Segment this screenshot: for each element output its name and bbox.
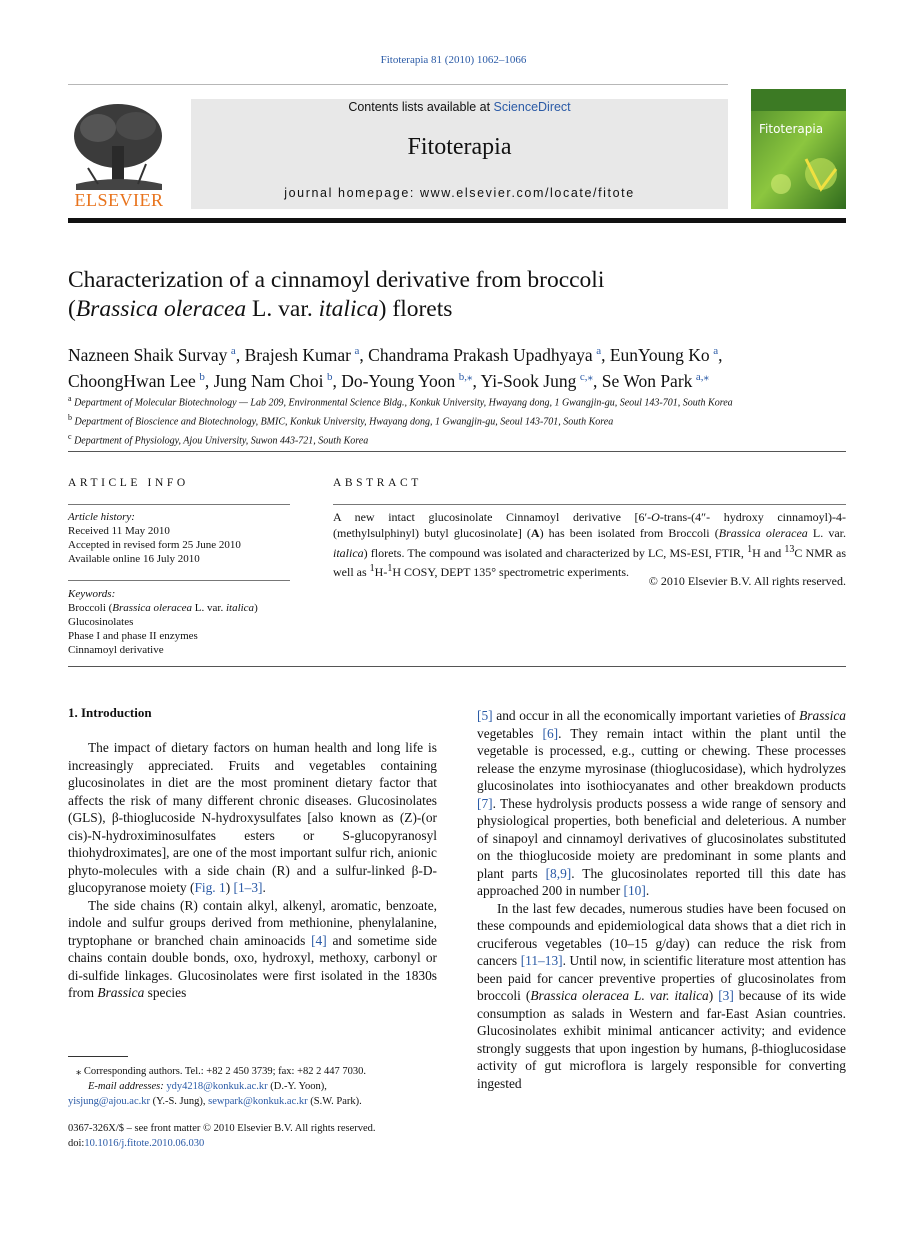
abstract-variety: italica (333, 545, 364, 560)
email-line (68, 1094, 437, 1109)
doi-label: doi: (68, 1137, 85, 1149)
abstract-part: H and (752, 545, 785, 560)
paragraph-text: . (262, 880, 266, 895)
keyword (68, 601, 290, 615)
keyword: Cinnamoyl derivative (68, 644, 164, 656)
email-owner: (Y.-S. Jung), (150, 1096, 209, 1107)
divider (68, 451, 846, 452)
title-florets: ) florets (378, 296, 453, 322)
abstract-part: H COSY, DEPT 135° spectrometric experiments. (392, 565, 629, 580)
title-var: L. var. (246, 296, 319, 322)
compound-label: A (530, 525, 540, 540)
reference-link[interactable]: [6] (542, 725, 559, 741)
keyword: Glucosinolates (68, 616, 134, 628)
paragraph-text: . They remain intact within the plant until the vegetable is processed, e.g., cutting or chewing. These processes release the enzyme myrosinase (thioglucosidase), which hydrolyzes glucosinolates into isothiocyanates and other breakdown products (477, 725, 847, 793)
author-affiliation-mark[interactable]: c,⁎ (579, 370, 594, 383)
reference-link[interactable]: [8,9] (545, 865, 572, 881)
abstract-part: -trans-(4″- hydroxy cinnamoyl)-4-(methylsulphinyl) butyl glucosinolate] ( (333, 510, 846, 540)
abstract-part: C NMR as well as (333, 545, 847, 580)
author[interactable]: Yi-Sook Jung (480, 370, 577, 391)
author-line-2 (68, 366, 848, 392)
keyword: Phase I and phase II enzymes (68, 630, 198, 642)
reference-link[interactable]: [4] (311, 932, 327, 948)
affiliation (68, 411, 848, 430)
author-affiliation-mark[interactable]: a (596, 345, 602, 357)
abstract-heading: ABSTRACT (333, 477, 422, 489)
header-rule (68, 218, 846, 223)
article-history (68, 510, 290, 566)
author-affiliation-mark[interactable]: b (326, 370, 333, 383)
reference-link[interactable]: [10] (623, 883, 646, 898)
journal-homepage-link[interactable]: journal homepage: www.elsevier.com/locate/fitote (284, 186, 635, 200)
genus-name: Brassica (97, 985, 145, 1000)
superscript: 1 (747, 543, 753, 555)
issn-line: 0367-326X/$ – see front matter © 2010 Elsevier B.V. All rights reserved. (68, 1123, 376, 1134)
author-affiliation-mark[interactable]: b,⁎ (458, 370, 473, 383)
author-separator: , (235, 344, 245, 365)
author[interactable]: ChoongHwan Lee (68, 370, 196, 391)
paragraph-text: . Until now, in scientific literature most attention has been paid for cancer preventive properties of glucosinolates from broccoli ( (477, 953, 846, 1003)
affiliations (68, 392, 848, 448)
author-affiliation-mark[interactable]: a (230, 345, 236, 357)
title-species: Brassica oleracea (75, 296, 247, 322)
author-separator: , (601, 344, 610, 365)
author-separator: , (593, 370, 602, 391)
keyword-species: Brassica oleracea (112, 602, 193, 614)
email-line (68, 1079, 437, 1094)
affiliation (68, 392, 848, 411)
affiliation-mark: b (68, 412, 72, 422)
affiliation-mark: a (68, 394, 72, 403)
keyword-var: L. var. (192, 602, 226, 614)
author[interactable]: Chandrama Prakash Upadhyaya (368, 344, 593, 365)
paragraph-text: vegetables (477, 725, 543, 741)
body-column-right (477, 707, 846, 1092)
abstract-part: L. var. (807, 525, 846, 540)
paragraph-text: . (645, 883, 650, 898)
title-paren-open: ( (68, 296, 76, 322)
figure-link[interactable]: Fig. 1 (194, 880, 226, 895)
paragraph (477, 900, 846, 1093)
received-date: Received 11 May 2010 (68, 525, 170, 537)
svg-text:ELSEVIER: ELSEVIER (74, 190, 164, 210)
abstract-part: O (651, 510, 660, 524)
email-owner: (S.W. Park). (307, 1096, 362, 1107)
reference-link[interactable]: [3] (718, 988, 734, 1003)
reference-link[interactable]: [5] (477, 708, 493, 723)
paragraph-text: because of its wide consumption as salads in Western and far-East Asian countries. Glucosinolates exhibit minimal anticancer activity; and evidence strongly suggests that upon ingestion by humans, β-thioglucosidase activity of gut microflora is largely responsible for converting ingested (477, 988, 846, 1091)
abstract-part: ) has been isolated from Broccoli ( (539, 525, 719, 540)
author-separator: , (718, 344, 723, 365)
author-affiliation-mark[interactable]: a (713, 345, 719, 357)
divider (68, 666, 846, 667)
reference-link[interactable]: [11–13] (520, 953, 563, 968)
history-label: Article history: (68, 511, 135, 523)
author-line-1 (68, 340, 848, 366)
keyword-text: Broccoli ( (68, 602, 113, 614)
superscript: 13 (784, 543, 795, 555)
divider (333, 504, 846, 505)
author-affiliation-mark[interactable]: a (354, 345, 360, 357)
paragraph-text: species (144, 985, 187, 1000)
contents-prefix: Contents lists available at (348, 100, 494, 114)
revised-date: Accepted in revised form 25 June 2010 (68, 539, 241, 551)
affiliation-text: Department of Molecular Biotechnology — Lab 209, Environmental Science Bldg., Konkuk University, Hwayang dong, 1 Gwangjin-gu, Seoul 143-701, South Korea (74, 397, 733, 409)
corresponding-footnote (68, 1064, 437, 1109)
affiliation-text: Department of Physiology, Ajou University, Suwon 443-721, South Korea (74, 434, 369, 446)
paragraph-text: In the last few decades, numerous studies have been focused on these compounds and epidemiological data shows that a diet rich in cruciferous vegetables (10–15 g/day) can reduce the risk from cancers (477, 900, 846, 968)
body-column-left (68, 739, 437, 1002)
paragraph-text: . The glucosinolates reported till this date has approached 200 in number (477, 865, 847, 898)
paragraph-text: ) (708, 988, 719, 1003)
paragraph (68, 739, 437, 897)
author-affiliation-mark[interactable]: a,⁎ (695, 370, 710, 383)
reference-link[interactable]: [7] (477, 795, 493, 811)
paragraph-text: and sometime side chains contain double bonds, oxo, hydroxyl, methoxy, carbonyl or di-sulfide linkages. Glucosinolates were first isolated in the 1830s from (68, 932, 437, 1000)
genus-name: Brassica (799, 708, 846, 723)
paragraph (477, 707, 846, 900)
author[interactable]: Nazneen Shaik Survay (68, 344, 228, 365)
author-list (68, 340, 848, 392)
abstract-text (333, 510, 846, 581)
front-matter (68, 1122, 437, 1151)
article-info-heading: ARTICLE INFO (68, 477, 189, 489)
species-name: Brassica oleracea L. var. italica (530, 988, 709, 1003)
abstract-part: A new intact glucosinolate Cinnamoyl derivative [6′- (333, 510, 652, 524)
keywords (68, 587, 290, 657)
paragraph-text: and occur in all the economically important varieties of (492, 708, 800, 723)
email-link[interactable]: sewpark@konkuk.ac.kr (208, 1096, 308, 1107)
affiliation (68, 430, 848, 449)
footnote-divider (68, 1056, 128, 1057)
abstract-part: H- (374, 565, 388, 580)
superscript: 1 (369, 563, 375, 575)
author-separator: , (204, 370, 214, 391)
keyword-close: ) (254, 602, 258, 614)
affiliation-text: Department of Bioscience and Biotechnology, BMIC, Konkuk University, Hwayang dong, 1 Gwangjin-gu, Seoul 143-701, South Korea (74, 416, 614, 428)
abstract-copyright: © 2010 Elsevier B.V. All rights reserved. (648, 574, 846, 588)
author-separator: , (359, 344, 369, 365)
author-separator: , (332, 370, 342, 391)
contents-available-line (191, 100, 728, 114)
author[interactable]: Do-Young Yoon (341, 370, 456, 391)
paragraph (68, 897, 437, 1002)
article-title (68, 266, 848, 324)
email-link[interactable]: yisjung@ajou.ac.kr (68, 1096, 150, 1107)
divider (68, 504, 290, 505)
journal-name: Fitoterapia (407, 134, 512, 160)
paragraph-text: . These hydrolysis products possess a wide range of sensory and physiological properties, both beneficial and deleterious. A number of sinapoyl and cinnamoyl derivatives of glucosinolates substituted on the thioglucoside moiety are predominant in some plants and plant parts (477, 795, 846, 881)
doi-link[interactable]: 10.1016/j.fitote.2010.06.030 (84, 1137, 205, 1149)
paragraph-text: The impact of dietary factors on human health and long life is increasingly appreciated. Fruits and vegetables containing glucosinolates in diet are the most prominent dietary factor that affects the risk of many different chronic diseases. Glucosinolates (GLS), β-thioglucoside N-hydroxysulfates [also known as (Z)-(or cis)-N-hydroximinosulfates esters or S-glucopyranosyl thiohydroximates], are one of the most important sulfur rich, anionic phyto-molecules with a side chain (R) and a sulfur-linked β-D-glucopyranose moiety ( (68, 740, 437, 895)
title-line-2 (68, 295, 848, 324)
top-divider (68, 84, 728, 85)
author-affiliation-mark[interactable]: b (199, 370, 205, 383)
journal-citation-link[interactable]: Fitoterapia 81 (2010) 1062–1066 (380, 54, 527, 66)
divider (68, 580, 290, 581)
affiliation-mark: c (68, 431, 72, 441)
paragraph-text: The side chains (R) contain alkyl, alkenyl, aromatic, benzoate, indole and sulfur groups derived from methionine, phenylalanine, tryptophane or branched chain aminoacids (68, 897, 437, 948)
title-line-1: Characterization of a cinnamoyl derivative from broccoli (68, 267, 605, 293)
author-separator: , (472, 370, 481, 391)
email-label: E-mail addresses: (88, 1081, 164, 1092)
sciencedirect-link[interactable]: ScienceDirect (493, 100, 571, 114)
section-heading: 1. Introduction (68, 705, 152, 720)
reference-link[interactable]: [1–3] (233, 880, 263, 895)
email-link[interactable]: ydy4218@konkuk.ac.kr (166, 1081, 268, 1092)
author[interactable]: EunYoung Ko (609, 344, 710, 365)
title-variety: italica (318, 296, 379, 322)
paragraph-text: ) (225, 880, 234, 895)
email-owner: (D.-Y. Yoon), (267, 1081, 327, 1092)
superscript: 1 (387, 563, 393, 575)
author[interactable]: Jung Nam Choi (213, 370, 324, 391)
doi-line (68, 1137, 437, 1152)
keyword-variety: italica (225, 602, 255, 614)
elsevier-logo (68, 98, 170, 210)
online-date: Available online 16 July 2010 (68, 553, 200, 565)
author[interactable]: Se Won Park (601, 370, 693, 391)
keywords-label: Keywords: (68, 588, 116, 600)
abstract-part: ) florets. The compound was isolated and characterized by LC, MS-ESI, FTIR, (363, 545, 748, 560)
cover-title: Fitoterapia (759, 122, 824, 136)
elsevier-tree-icon (68, 98, 170, 210)
abstract-species: Brassica oleracea (718, 525, 808, 540)
journal-cover-image (751, 89, 846, 209)
corresponding-authors: ⁎ Corresponding authors. Tel.: +82 2 450 3739; fax: +82 2 447 7030. (76, 1066, 367, 1077)
author[interactable]: Brajesh Kumar (244, 344, 351, 365)
